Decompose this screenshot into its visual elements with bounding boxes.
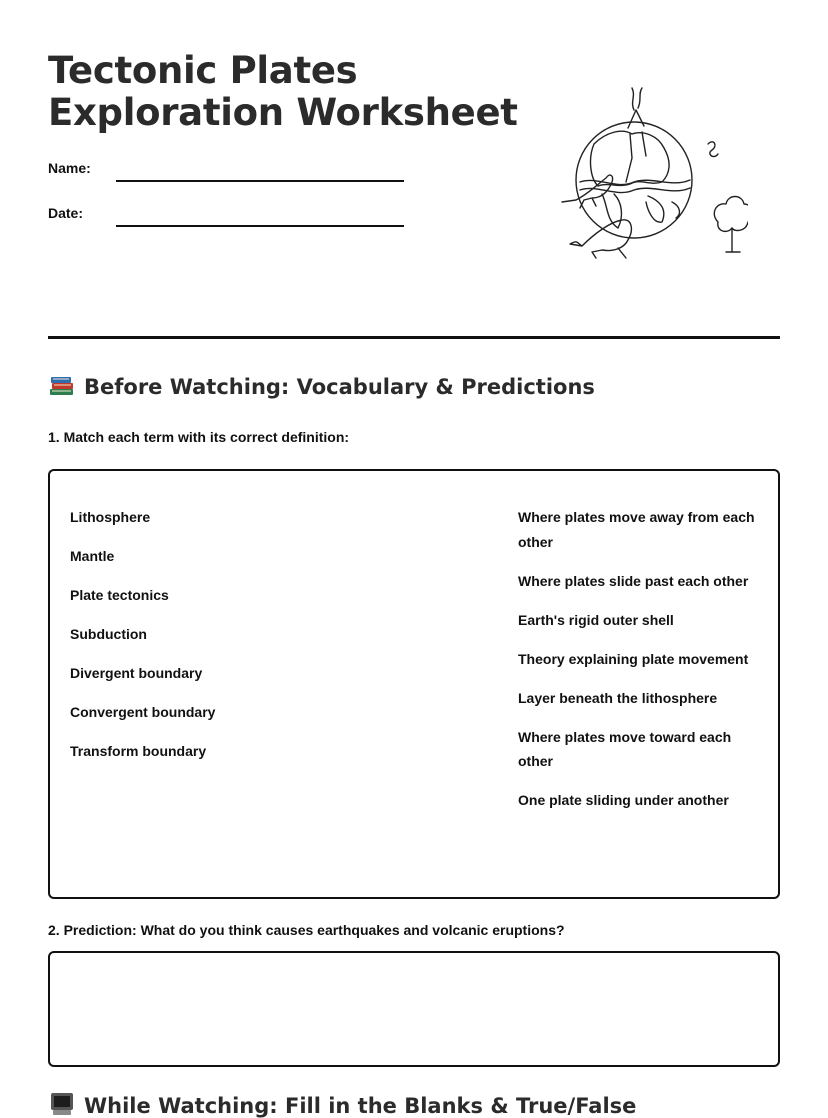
definition-item: Earth's rigid outer shell (518, 611, 674, 628)
definitions-list (518, 505, 758, 827)
prediction-answer-box[interactable] (48, 951, 780, 1067)
term-item: Subduction (70, 626, 147, 642)
date-field[interactable] (116, 225, 404, 227)
date-label: Date: (48, 205, 84, 221)
books-icon (48, 375, 76, 397)
term-item: Transform boundary (70, 743, 207, 759)
definition-item: Theory explaining plate movement (518, 650, 749, 667)
section-divider (48, 336, 780, 339)
term-item: Lithosphere (70, 509, 151, 525)
definition-item: Where plates move toward each other (518, 728, 732, 769)
question-1: 1. Match each term with its correct definition: (48, 429, 350, 445)
definition-item: One plate sliding under another (518, 792, 729, 808)
definition-item: Where plates move away from each other (518, 509, 755, 550)
section-heading-text: While Watching: Fill in the Blanks & True/False (84, 1094, 637, 1118)
terms-list (70, 505, 370, 778)
term-item: Plate tectonics (70, 587, 169, 603)
computer-icon (48, 1092, 76, 1116)
term-item: Mantle (70, 548, 115, 564)
section-heading-while-watching (48, 1092, 636, 1118)
worksheet-title (48, 50, 518, 134)
section-heading-text: Before Watching: Vocabulary & Predictions (84, 375, 595, 399)
term-item: Divergent boundary (70, 665, 203, 681)
term-item: Convergent boundary (70, 704, 216, 720)
name-field[interactable] (116, 180, 404, 182)
title-line-1: Tectonic Plates (48, 49, 358, 92)
matching-box (48, 469, 780, 899)
definition-item: Layer beneath the lithosphere (518, 689, 718, 706)
globe-illustration-icon (522, 82, 748, 262)
name-label: Name: (48, 160, 91, 176)
title-line-2: Exploration Worksheet (48, 91, 518, 134)
question-2: 2. Prediction: What do you think causes earthquakes and volcanic eruptions? (48, 922, 565, 938)
section-heading-before-watching (48, 375, 595, 399)
definition-item: Where plates slide past each other (518, 572, 749, 589)
